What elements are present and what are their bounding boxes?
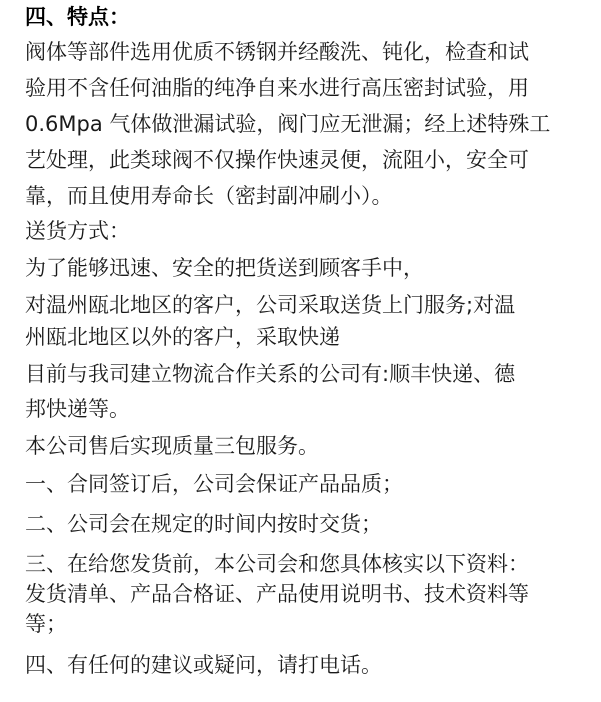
features-line: 靠，而且使用寿命长（密封副冲刷小）。 (25, 184, 393, 208)
delivery-policy-line: 对温州瓯北地区的客户，公司采取送货上门服务;对温 (25, 293, 516, 317)
section-heading: 四、特点： (25, 5, 130, 29)
service-item-2: 二、公司会在规定的时间内按时交货； (25, 512, 382, 536)
logistics-line: 目前与我司建立物流合作关系的公司有:顺丰快递、德 (25, 362, 516, 386)
service-item-3-line: 等； (25, 612, 67, 636)
service-intro: 本公司售后实现质量三包服务。 (25, 434, 319, 458)
delivery-title: 送货方式： (25, 219, 130, 243)
service-item-4: 四、有任何的建议或疑问，请打电话。 (25, 653, 382, 677)
logistics-line: 邦快递等。 (25, 397, 130, 421)
features-line: 0.6Mpa 气体做泄漏试验，阀门应无泄漏；经上述特殊工 (25, 112, 551, 136)
service-item-3-line: 发货清单、产品合格证、产品使用说明书、技术资料等 (25, 582, 529, 606)
features-line: 验用不含任何油脂的纯净自来水进行高压密封试验，用 (25, 76, 529, 100)
service-item-3-line: 三、在给您发货前，本公司会和您具体核实以下资料： (25, 552, 529, 576)
service-item-1: 一、合同签订后，公司会保证产品品质； (25, 472, 403, 496)
delivery-intro: 为了能够迅速、安全的把货送到顾客手中， (25, 256, 424, 280)
features-line: 艺处理，此类球阀不仅操作快速灵便，流阻小，安全可 (25, 148, 529, 172)
delivery-policy-line: 州瓯北地区以外的客户，采取快递 (25, 325, 340, 349)
features-line: 阀体等部件选用优质不锈钢并经酸洗、钝化，检查和试 (25, 40, 529, 64)
